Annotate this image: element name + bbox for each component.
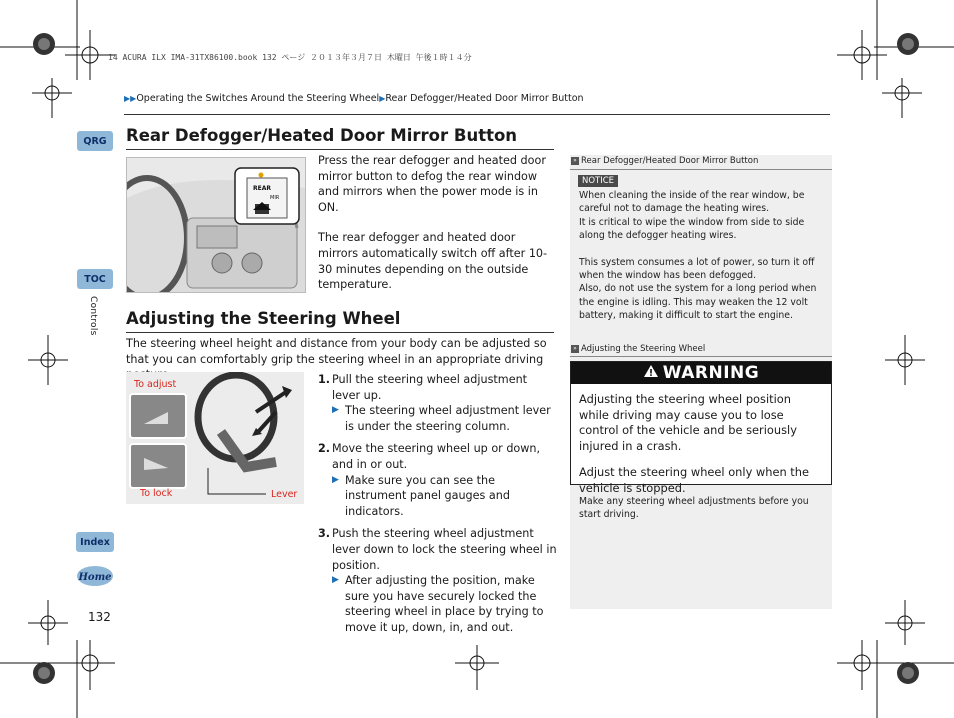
dashboard-illustration (126, 157, 306, 293)
paragraph: Press the rear defogger and heated door mirror button to defog the rear window and mirrors when the power mode is in ON. (318, 154, 546, 214)
paragraph: Also, do not use the system for a long period when the engine is idling. This may weaken the 12 volt battery, making it difficult to start the engine. (579, 283, 817, 322)
home-button[interactable] (76, 565, 114, 587)
breadcrumb-arrow-icon: ▶▶ (124, 94, 137, 103)
paragraph: The rear defogger and heated door mirrors automatically switch off after 10-30 minutes depending on the outside temperature. (318, 231, 548, 292)
steering-drawing (126, 372, 304, 504)
step-subnote: ▶ The steering wheel adjustment lever is under the steering column. (332, 404, 551, 433)
divider (126, 332, 554, 333)
paragraph: The steering wheel height and distance from your body can be adjusted so that you can comfortably grip the steering wheel in an appropriate driving (126, 337, 547, 366)
to-adjust-label: To adjust (134, 379, 177, 390)
mir-label: MIR (270, 195, 280, 201)
triangle-arrow-icon: ▶ (332, 405, 339, 416)
sidebar-heading: » Adjusting the Steering Wheel (571, 344, 705, 354)
notice-badge: NOTICE (578, 175, 618, 187)
dashboard-drawing (127, 158, 305, 292)
step-number: 2. (318, 442, 331, 456)
warning-triangle-icon (643, 363, 659, 383)
divider (570, 169, 832, 170)
step-text: Move the steering wheel up or down, and in or out. (332, 442, 541, 471)
steering-illustration (126, 372, 304, 504)
breadcrumb (124, 93, 584, 104)
to-lock-label: To lock (140, 488, 173, 499)
defogger-description (318, 153, 554, 293)
step-item (318, 526, 558, 635)
paragraph: Make any steering wheel adjustments before you start driving. (579, 496, 809, 521)
home-icon (76, 565, 114, 587)
breadcrumb-item[interactable]: Operating the Switches Around the Steering Wheel (136, 93, 380, 104)
chapter-label: Controls (88, 296, 98, 336)
divider (126, 149, 554, 150)
step-item (318, 372, 558, 434)
paragraph: It is critical to wipe the window from side to side along the defogger heating wires. (579, 216, 805, 242)
lever-label: Lever (271, 489, 298, 500)
warning-text: Adjusting the steering wheel position while driving may cause you to lose control of the vehicle and be seriously injured in a crash. (579, 392, 797, 453)
step-number: 3. (318, 527, 331, 541)
step-subnote: ▶ Make sure you can see the instrument panel gauges and indicators. (332, 473, 510, 518)
warning-box (570, 361, 832, 495)
warning-text: Adjust the steering wheel only when the vehicle is stopped. (579, 465, 810, 495)
triangle-arrow-icon: ▶ (332, 575, 339, 586)
step-text: Push the steering wheel adjustment lever down to lock the steering wheel in position. (332, 527, 557, 572)
notice-body (579, 189, 819, 323)
qrg-button[interactable]: QRG (77, 131, 113, 151)
step-text: Pull the steering wheel adjustment lever up. (332, 373, 528, 402)
toc-button[interactable]: TOC (77, 269, 113, 289)
step-number: 1. (318, 373, 331, 386)
section-title-steering: Adjusting the Steering Wheel (126, 309, 401, 328)
page-number: 132 (88, 610, 111, 624)
rear-label: REAR (253, 185, 271, 192)
paragraph: This system consumes a lot of power, so turn it off when the window has been defogged. (579, 256, 815, 282)
breadcrumb-arrow-icon: ▶ (379, 94, 386, 103)
breadcrumb-item[interactable]: Rear Defogger/Heated Door Mirror Button (385, 93, 584, 104)
print-header: 14 ACURA ILX IMA-31TX86100.book 132 ページ ２０１３年３月７日 木曜日 午後１時１４分 (108, 53, 472, 62)
step-subnote: ▶ After adjusting the position, make sure you have securely locked the steering wheel in place by trying to move it up, down, in, and out. (332, 574, 544, 634)
sidebar-heading: » Rear Defogger/Heated Door Mirror Button (571, 156, 758, 166)
divider (570, 356, 832, 357)
note-marker-icon: » (571, 157, 579, 165)
paragraph: When cleaning the inside of the rear window, be careful not to damage the heating wires. (579, 190, 805, 215)
triangle-arrow-icon: ▶ (332, 474, 339, 485)
divider (124, 114, 830, 115)
warning-header: WARNING (571, 362, 831, 384)
section-title-defogger: Rear Defogger/Heated Door Mirror Button (126, 126, 518, 145)
steps-list (318, 372, 558, 643)
note-marker-icon: » (571, 345, 579, 353)
home-label: Home (78, 572, 112, 583)
index-button[interactable]: Index (76, 532, 114, 552)
step-item (318, 441, 558, 519)
